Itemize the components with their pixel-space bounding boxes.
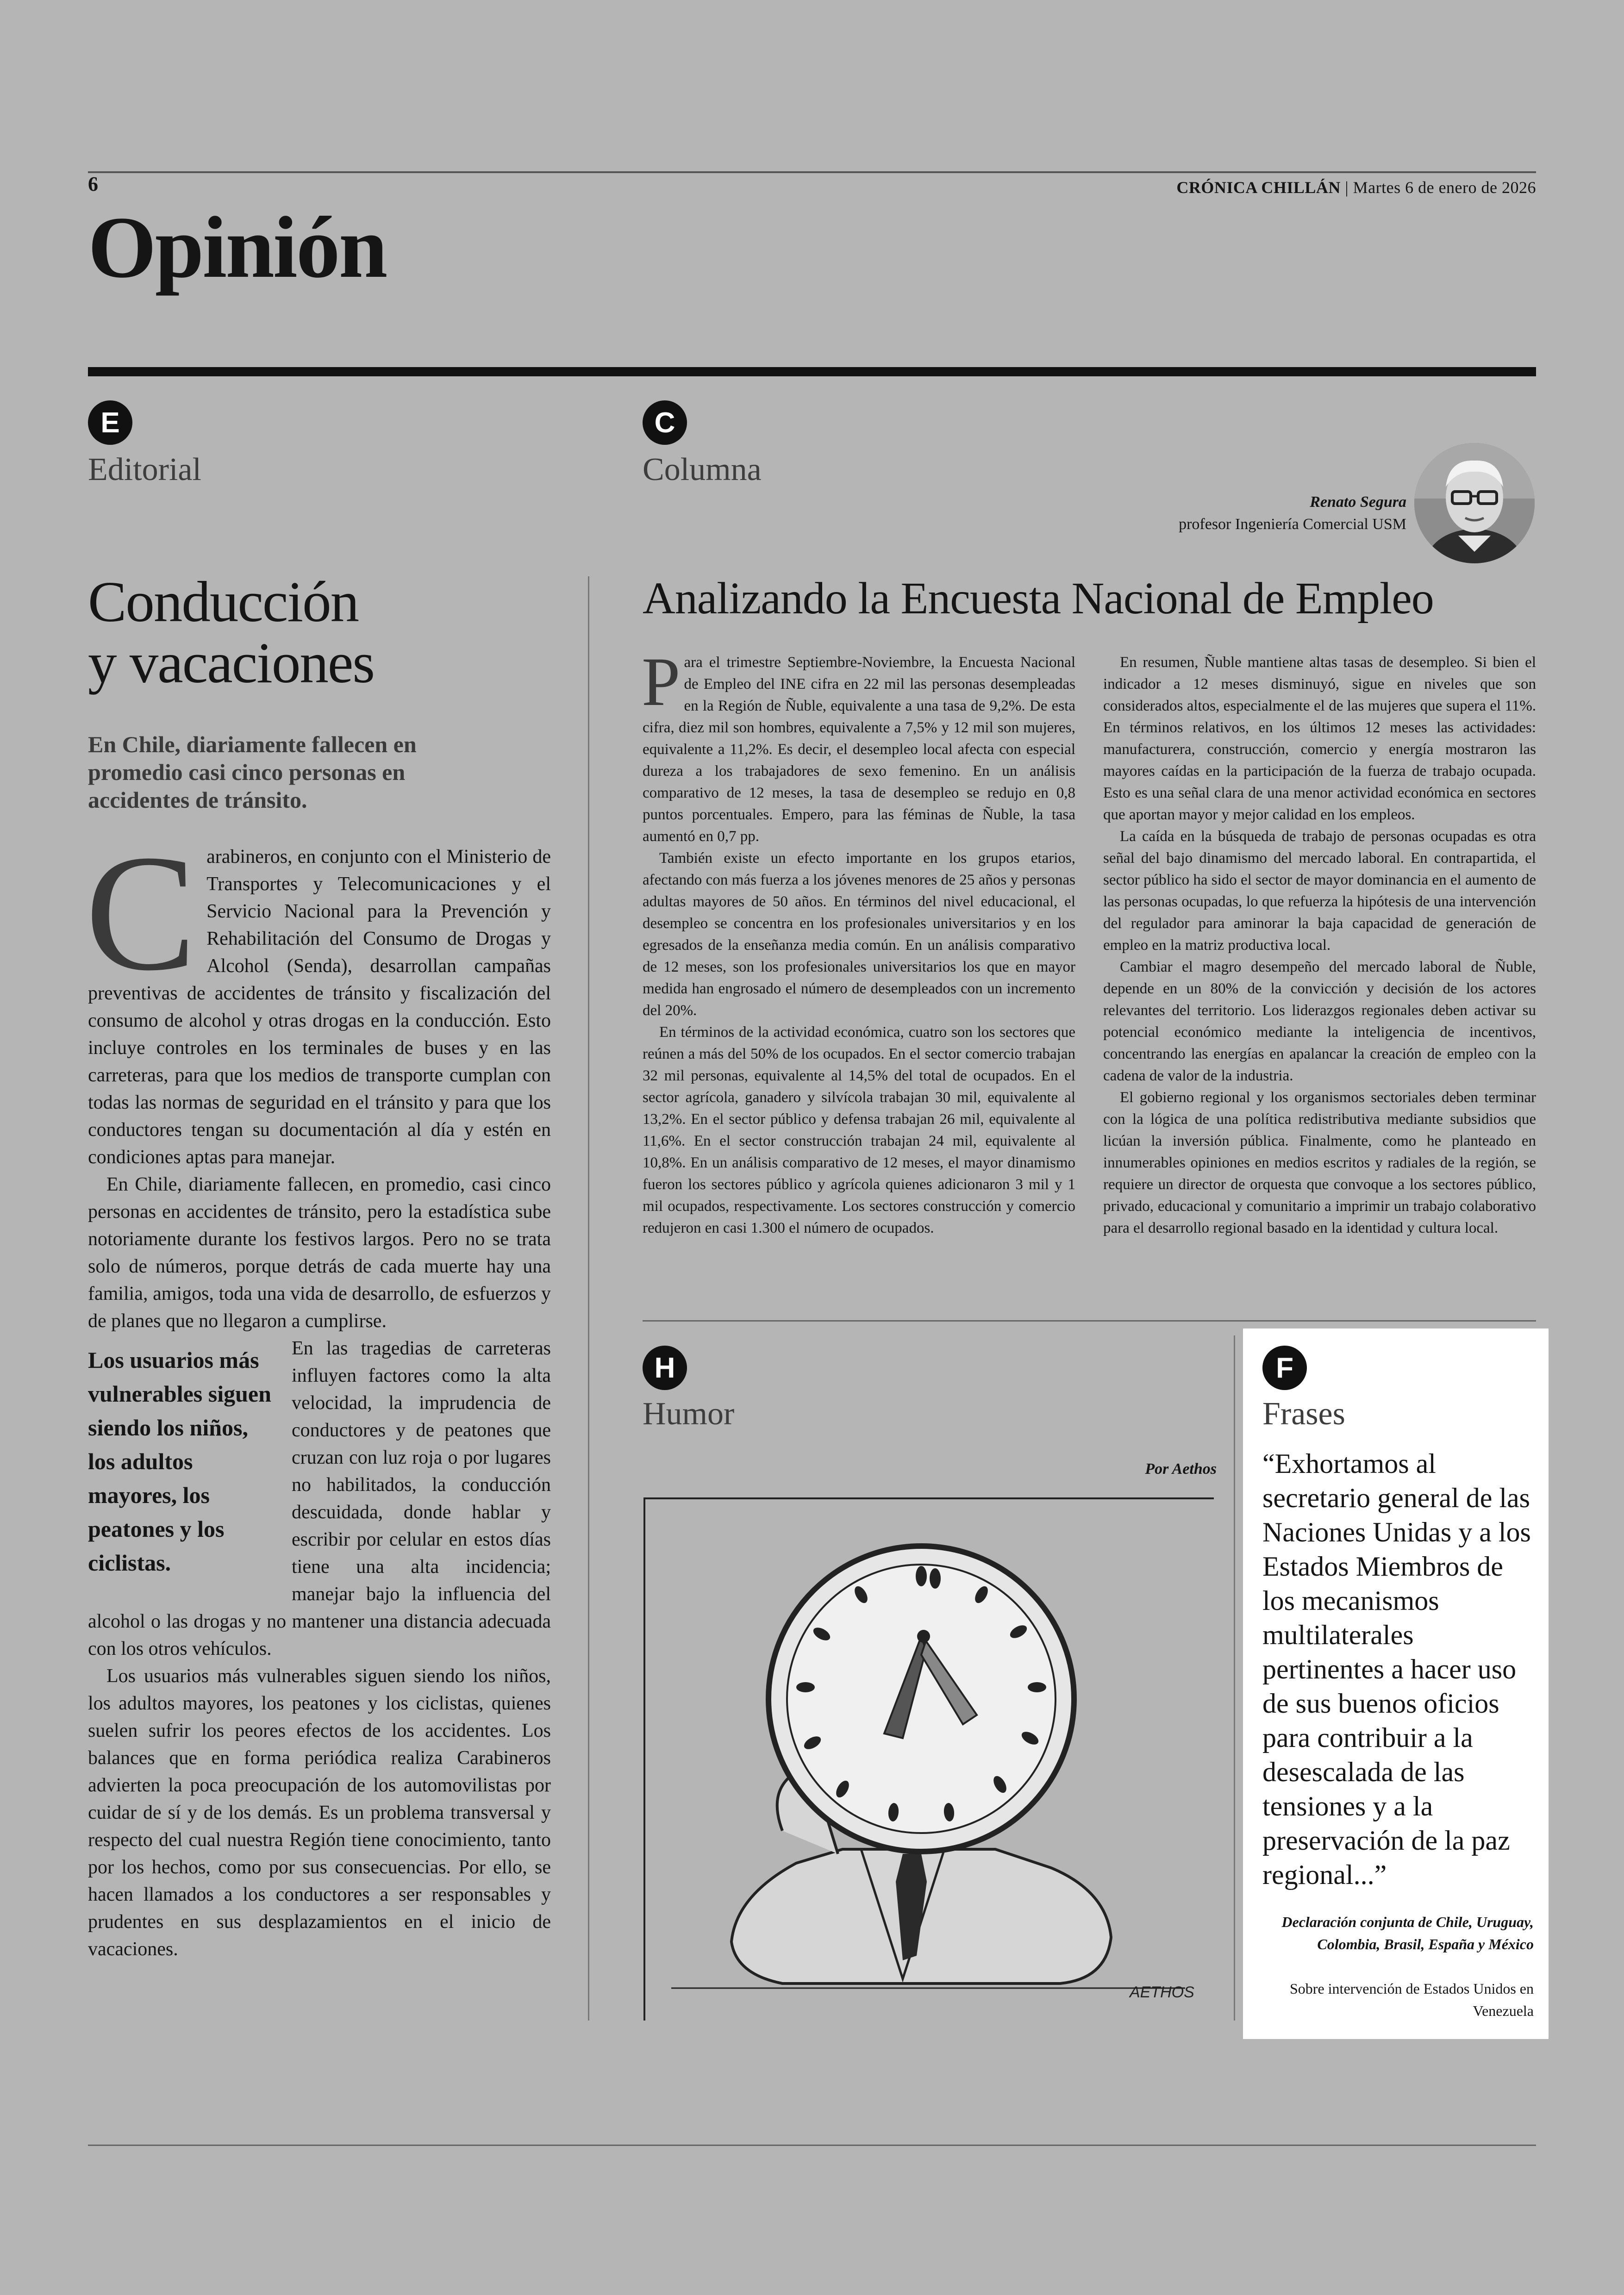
humor-byline: Por Aethos [1145,1460,1217,1478]
humor-label: Humor [643,1396,735,1432]
editorial-paragraph-2: En Chile, diariamente fallecen, en promedio, casi cinco personas en accidentes de tránsito, pero la estadística sube notoriamente durante los festivos largos. Pero no se trata solo de números, porque detrás de cada muerte hay una familia, amigos, toda una vida de desarrollo, de esfuerzos y de planes que no llegaron a cumplirse. [88,1174,551,1332]
masthead-separator: | [1345,178,1349,197]
editorial-paragraph-1: Carabineros, en conjunto con el Ministerio de Transportes y Telecomunicaciones y el Servicio Nacional para la Prevención y Rehabilitación del Consumo de Drogas y Alcohol (Senda), desarrollan campañas preventivas de accidentes de tránsito y fiscalización del consumo de alcohol y otras drogas en la conducción. Esto incluye controles en los terminales de buses y en las carreteras, para que los medios de transporte cumplan con todas las normas de seguridad en el tránsito y para que los conductores tengan su documentación al día y estén en condiciones aptas para manejar. [85,820,551,1168]
frases-context: Sobre intervención de Estados Unidos en Venezuela [1290,1980,1534,2019]
editorial-column-divider [588,576,589,2021]
editorial-pullquote: Los usuarios más vulnerables siguen siendo los niños, los adultos mayores, los peatones y los ciclistas. [88,1347,271,1576]
editorial-lead: En Chile, diariamente fallecen en promedio casi cinco personas en accidentes de tránsito. [88,731,417,813]
column-badge: C [643,400,687,445]
editorial-paragraph-3: Los usuarios más vulnerables siguen siendo los niños, los adultos mayores, los peatones y los ciclistas, quienes suelen sufrir los peores efectos de los accidentes. Los balances que en forma periódica realiza Carabineros advierten la poca preocupación de los automovilistas por cuidar de sí y de los demás. Es un problema transversal y respecto del cual nuestra Región tiene conocimiento, tanto por los hechos, como por sus consecuencias. Por ello, se hacen llamados a los conductores a ser responsables y prudentes en sus desplazamientos en el inicio de vacaciones. [88,1665,551,1960]
humor-cartoon [643,1497,1214,2021]
section-rule [88,367,1536,376]
humor-badge: H [643,1346,687,1390]
frases-attribution: Declaración conjunta de Chile, Uruguay, Colombia, Brasil, España y México [1281,1914,1534,1952]
column-dropcap: P [642,643,681,720]
column-paragraph-1: Para el trimestre Septiembre-Noviembre, la Encuesta Nacional de Empleo del INE cifra en 22 mil las personas desempleadas en la Región de Ñuble, equivalente a una tasa de 9,2%. De esta cifra, diez mil son hombres, equivalente a 7,5% y 12 mil son mujeres, equivalente a 11,2%. Es decir, el desempleo local afecta con especial dureza a los trabajadores de sexo femenino. En un análisis comparativo de 12 meses, la tasa de desempleo se redujo en 0,8 puntos porcentuales. Empero, para las féminas de Ñuble, la tasa aumentó en 0,7 pp. [642,643,1075,845]
editorial-headline [88,572,551,694]
page-number: 6 [88,173,98,195]
column-body-right [1103,652,1536,1239]
editorial-headline-line1: Conducción [88,570,359,634]
author-name: Renato Segura [1310,493,1406,511]
author-role: profesor Ingeniería Comercial USM [1179,516,1406,533]
editorial-label: Editorial [88,452,201,487]
column-paragraph-5: La caída en la búsqueda de trabajo de personas ocupadas es otra señal del bajo dinamismo del mercado laboral. En contrapartida, el sector público ha sido el sector de mayor dominancia en el aumento de las personas ocupadas, lo que refuerza la hipótesis de una intervención del regulador para aminorar la baja capacidad de generación de empleo en la matriz productiva local. [1103,828,1536,954]
top-rule [88,171,1536,173]
masthead [1176,178,1536,197]
section-title: Opinión [88,199,387,296]
frases-quote: “Exhortamos al secretario general de las Naciones Unidas y a los Estados Miembros de los mecanismos multilaterales pertinentes a hacer uso de sus buenos oficios para contribuir a la desescalada de las tensiones y a la preservación de la paz regional...” [1262,1448,1531,1890]
author-photo [1414,443,1535,563]
column-paragraph-2: También existe un efecto importante en los grupos etarios, afectando con más fuerza a los jóvenes menores de 25 años y personas adultas mayores de 50 años. En términos del nivel educacional, el desempleo se concentra en los profesionales universitarios y en los egresados de la enseñanza media común. En un análisis comparativo de 12 meses, son los profesionales universitarios los que en mayor medida han engrosado el número de desempleados con un incremento del 20%. [643,850,1075,1019]
frases-badge: F [1262,1346,1307,1390]
bottom-rule [88,2145,1536,2146]
column-paragraph-6: Cambiar el magro desempeño del mercado laboral de Ñuble, depende en un 80% de la convicción y decisión de los actores relevantes del territorio. Los liderazgos regionales deben activar su potencial económico mediante la inteligencia de incentivos, concentrando las energías en apalancar la creación de empleo con la cadena de valor de la industria. [1103,959,1536,1084]
column-label: Columna [643,452,762,487]
editorial-badge: E [88,400,132,445]
publication-name: CRÓNICA CHILLÁN [1176,178,1341,197]
issue-date: Martes 6 de enero de 2026 [1353,178,1536,197]
humor-frases-divider [1234,1335,1235,2021]
column-body-left [642,643,1075,1239]
column-paragraph-3: En términos de la actividad económica, cuatro son los sectores que reúnen a más del 50% de los ocupados. En el sector comercio trabajan 32 mil personas, equivalente al 14,5% del total de ocupados. En el sector agrícola, ganadero y silvícola trabajan 30 mil, equivalente al 13,2%. En el sector público y defensa trabajan 26 mil, equivalente al 11,6%. En el sector construcción trabajan 24 mil, equivalente al 10,8%. En un análisis comparativo de 12 meses, el mayor dinamismo fueron los sectores público y agrícola quienes adicionaron 3 mil y 1 mil ocupados, respectivamente. Los sectores construcción y comercio redujeron en casi 1.300 el número de ocupados. [643,1024,1075,1236]
editorial-paragraph-2b: Los usuarios más vulnerables siguen siendo los niños, los adultos mayores, los peatones y los ciclistas. En las tragedias de carreteras influyen factores como la alta velocidad, la imprudencia de conductores y de peatones que cruzan con luz roja o por lugares no habilitados, la conducción descuidada, donde hablar y escribir por celular en estos días tiene una alta incidencia; manejar bajo la influencia del alcohol o las drogas y no mantener una distancia adecuada con los otros vehículos. [88,1338,551,1659]
frases-label: Frases [1262,1396,1345,1432]
column-bottom-rule [643,1320,1536,1322]
column-paragraph-7: El gobierno regional y los organismos sectoriales deben terminar con la lógica de una política redistributiva mediante subsidios que licúan la inversión pública. Finalmente, como he planteado en innumerables opiniones en medios escritos y radiales de la región, se requiere un director de orquesta que convoque a los sectores público, privado, educacional y comunitario a imprimir un trabajo colaborativo para el desarrollo regional basado en la identidad y cultura local. [1103,1089,1536,1236]
editorial-body [85,820,551,1963]
column-headline: Analizando la Encuesta Nacional de Empleo [643,574,1434,624]
editorial-dropcap: C [85,820,197,1005]
editorial-headline-line2: y vacaciones [88,631,375,695]
column-paragraph-4: En resumen, Ñuble mantiene altas tasas de desempleo. Si bien el indicador a 12 meses disminuyó, sigue en niveles que son considerados altos, especialmente el de las mujeres que supera el 11%. En términos relativos, en los últimos 12 meses las actividades: manufacturera, construcción, comercio y energía mostraron las mayores caídas en la participación de la fuerza de trabajo ocupada. Esto es una señal clara de una menor actividad económica en sectores que aportan mayor y mejor calidad en los empleos. [1103,654,1536,823]
cartoon-signature: AETHOS [1130,1983,1194,2001]
